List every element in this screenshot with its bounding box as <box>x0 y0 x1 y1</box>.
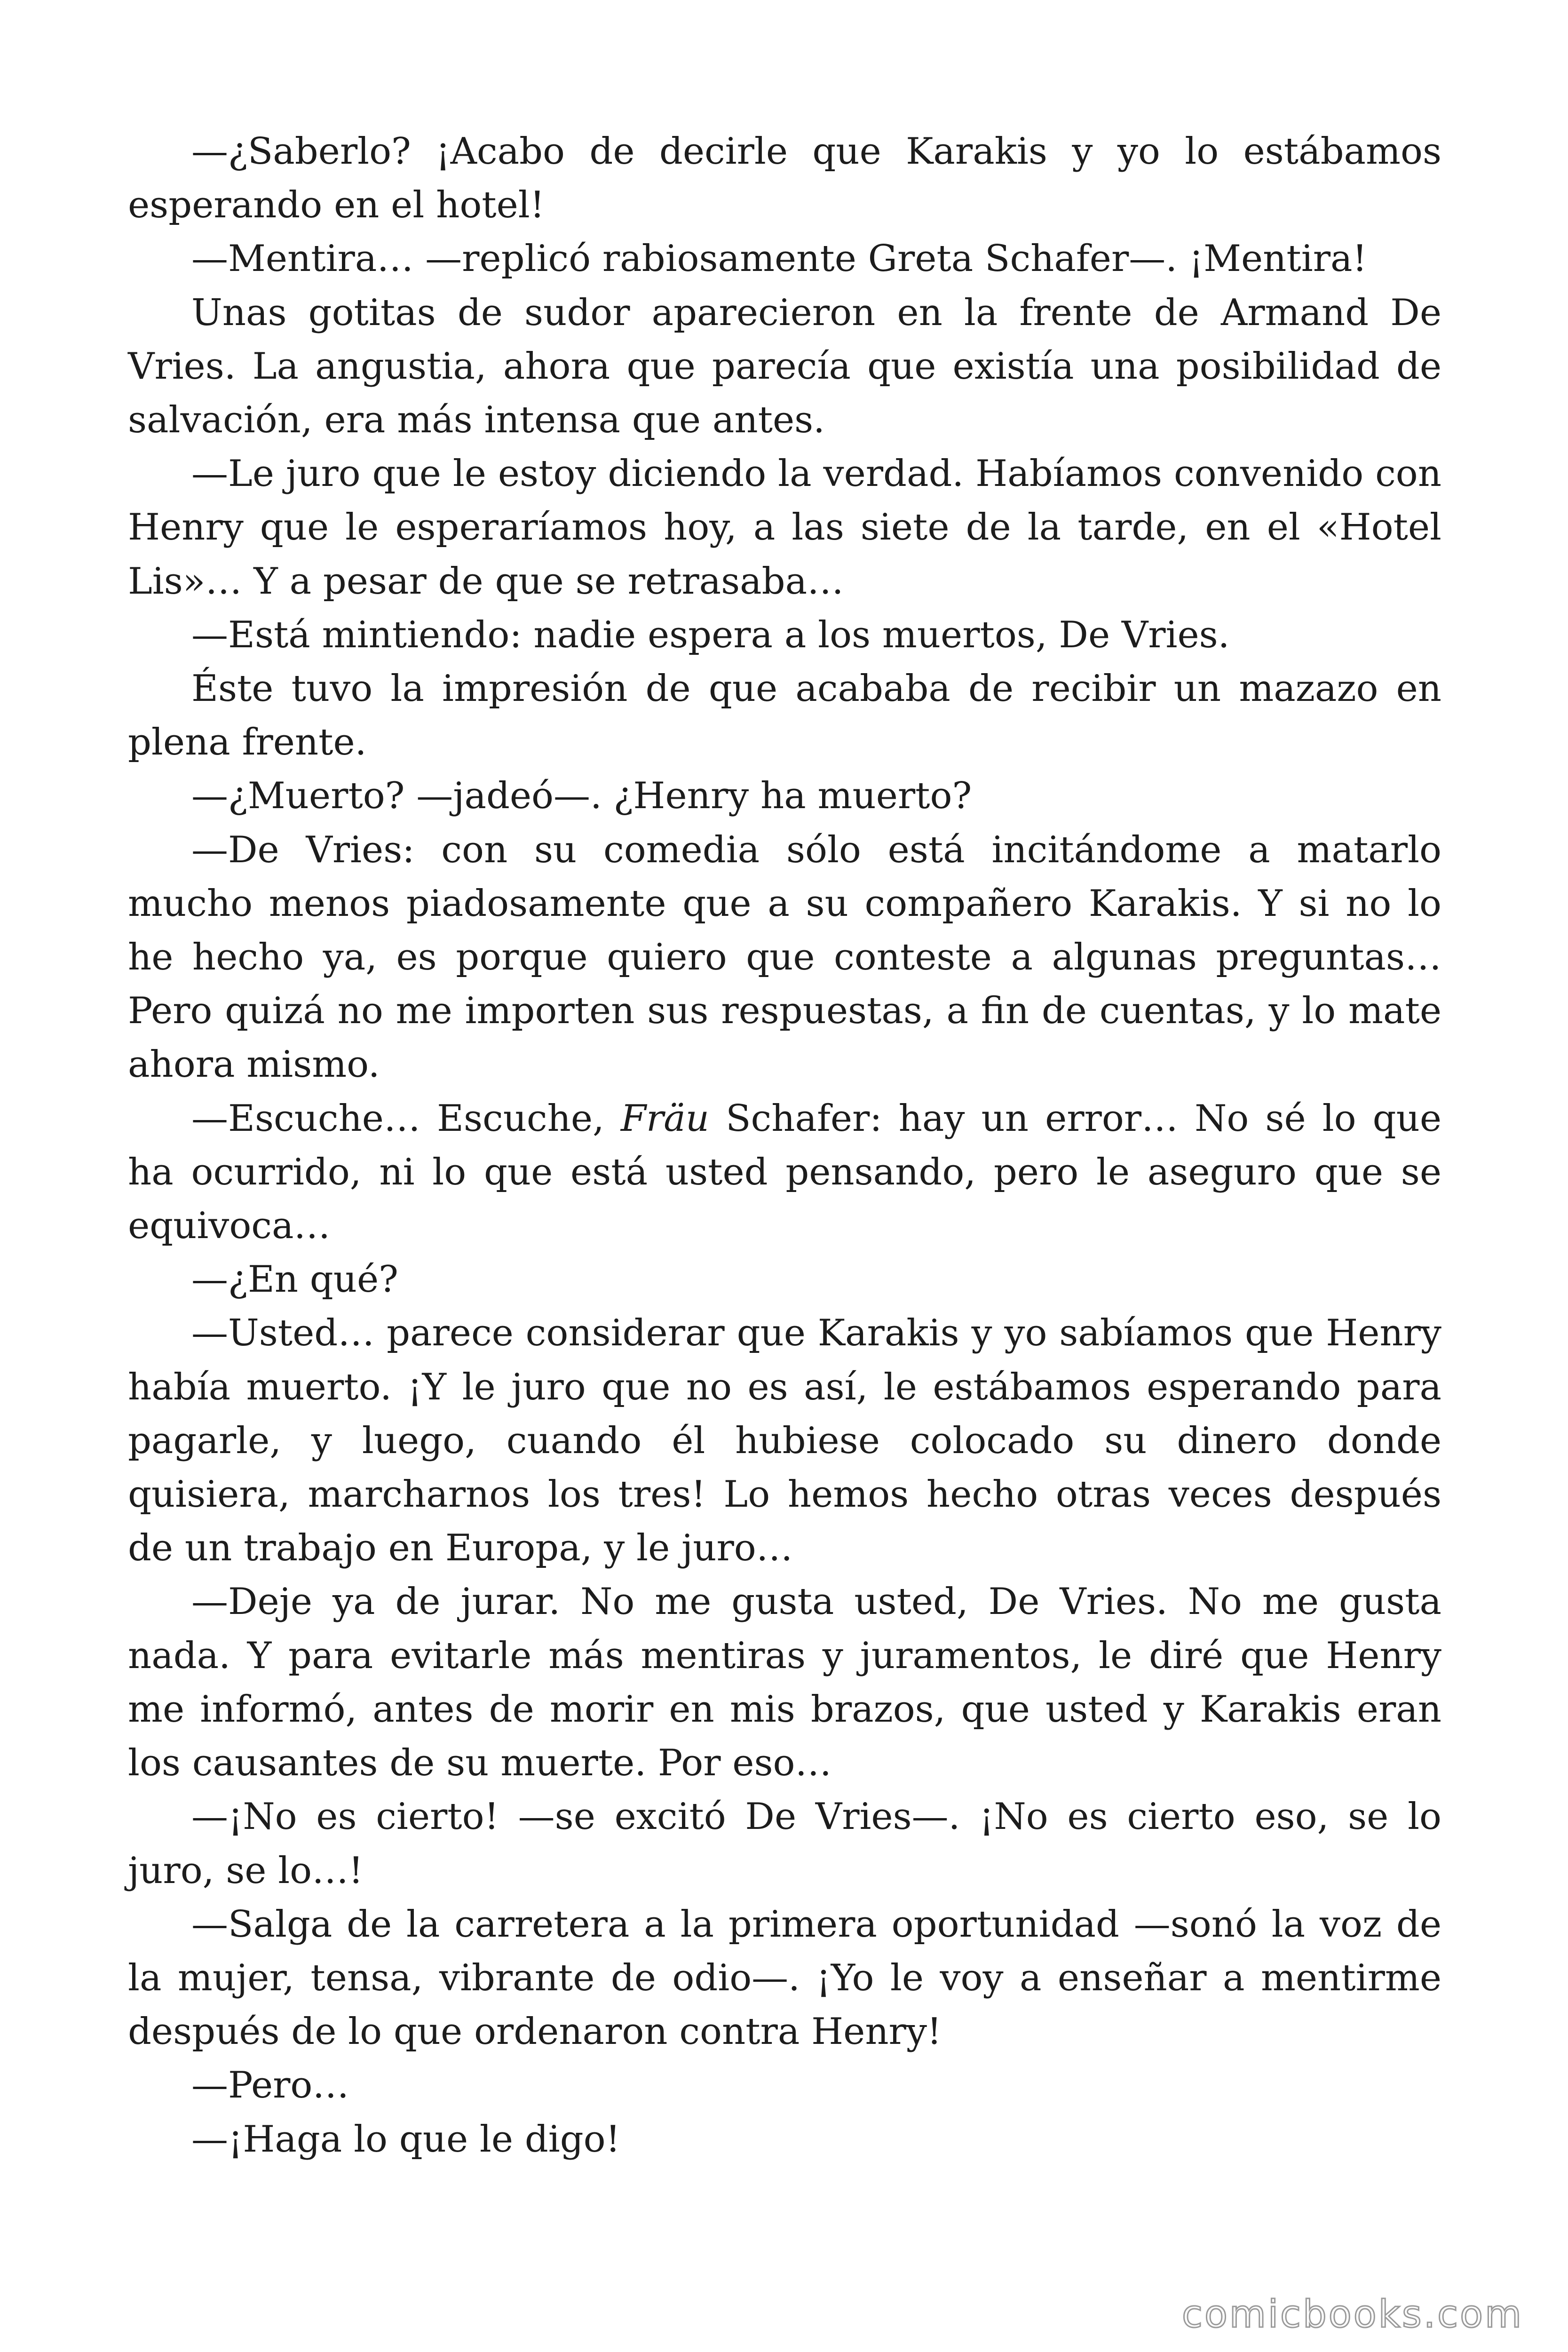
page-body-text <box>128 125 1441 2166</box>
paragraph: —Mentira… —replicó rabiosamente Greta Schafer—. ¡Mentira! <box>191 238 1367 280</box>
watermark: comicbooks.com <box>1181 2292 1523 2336</box>
paragraph: —Usted… parece considerar que Karakis y yo sabíamos que Henry había muerto. ¡Y le juro que no es así, le estábamos esperando para pagarle, y luego, cuando él hubiese colocado su dinero donde quisiera, marcharnos los tres! Lo hemos hecho otras veces después de un trabajo en Europa, y le juro… <box>128 1312 1441 1570</box>
paragraph: —¿Muerto? —jadeó—. ¿Henry ha muerto? <box>191 775 972 818</box>
paragraph: —Pero… <box>191 2064 349 2107</box>
italic-word: Fräu <box>620 1097 710 1140</box>
paragraph: —¿En qué? <box>191 1258 398 1301</box>
paragraph: —De Vries: con su comedia sólo está incitándome a matarlo mucho menos piadosamente que a su compañero Karakis. Y si no lo he hecho ya, es porque quiero que conteste a algunas preguntas… Pero quizá no me importen sus respuestas, a fin de cuentas, y lo mate ahora mismo. <box>128 828 1441 1086</box>
paragraph: —¡No es cierto! —se excitó De Vries—. ¡No es cierto eso, se lo juro, se lo…! <box>128 1796 1441 1892</box>
paragraph: Éste tuvo la impresión de que acababa de recibir un mazazo en plena frente. <box>128 667 1441 764</box>
paragraph: —Salga de la carretera a la primera oportunidad —sonó la voz de la mujer, tensa, vibrante de odio—. ¡Yo le voy a enseñar a mentirme después de lo que ordenaron contra Henry! <box>128 1903 1441 2053</box>
paragraph: —Está mintiendo: nadie espera a los muertos, De Vries. <box>191 613 1230 656</box>
paragraph: —Le juro que le estoy diciendo la verdad. Habíamos convenido con Henry que le esperaríamos hoy, a las siete de la tarde, en el «Hotel Lis»… Y a pesar de que se retrasaba… <box>128 453 1441 603</box>
paragraph: Unas gotitas de sudor aparecieron en la frente de Armand De Vries. La angustia, ahora que parecía que existía una posibilidad de salvación, era más intensa que antes. <box>128 291 1441 442</box>
paragraph-text-after: Schafer: hay un error… No sé lo que ha ocurrido, ni lo que está usted pensando, pero le aseguro que se equivoca… <box>128 1097 1441 1248</box>
paragraph-with-italic <box>128 1092 1441 1253</box>
paragraph: —Deje ya de jurar. No me gusta usted, De Vries. No me gusta nada. Y para evitarle más mentiras y juramentos, le diré que Henry me informó, antes de morir en mis brazos, que usted y Karakis eran los causantes de su muerte. Por eso… <box>128 1581 1441 1785</box>
paragraph: —¡Haga lo que le digo! <box>191 2118 620 2161</box>
paragraph: —¿Saberlo? ¡Acabo de decirle que Karakis y yo lo estábamos esperando en el hotel! <box>128 130 1441 227</box>
paragraph-text-before: —Escuche… Escuche, <box>191 1097 621 1140</box>
